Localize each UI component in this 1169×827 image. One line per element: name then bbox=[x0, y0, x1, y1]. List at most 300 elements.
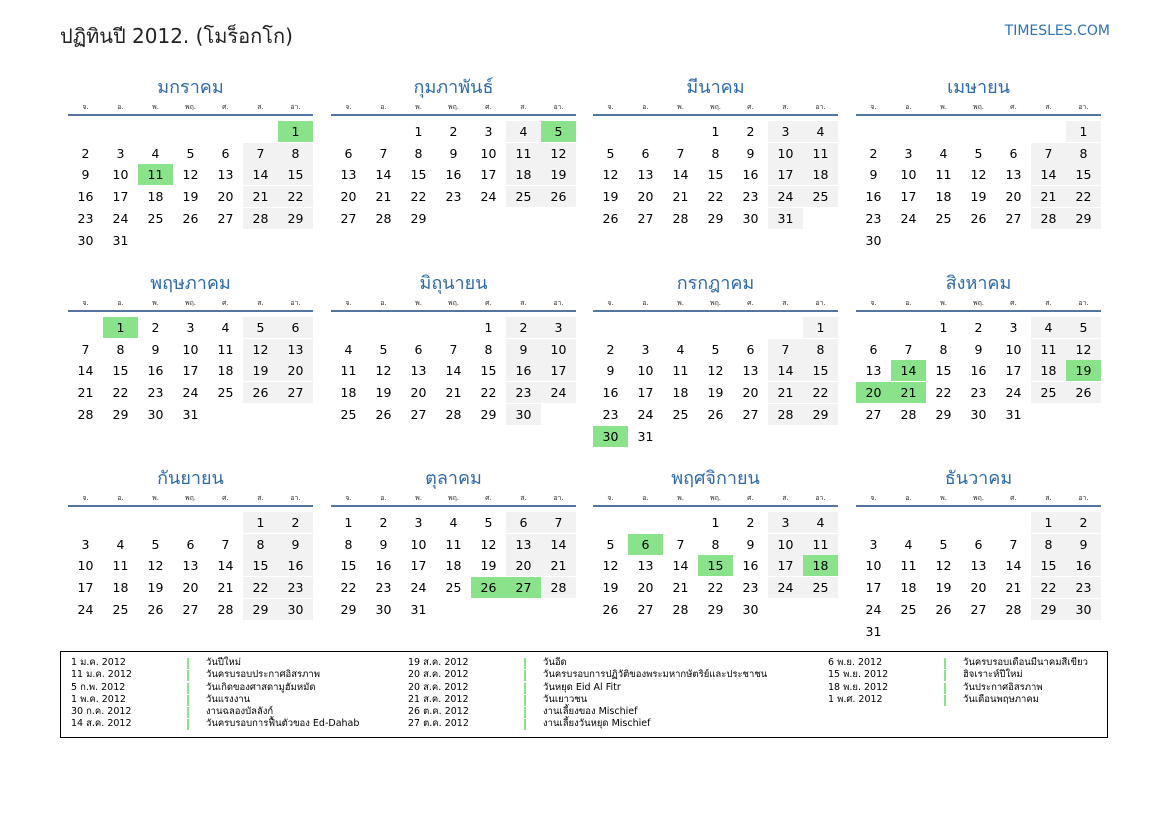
holiday-name: วันหยุด Eid Al Fitr bbox=[543, 681, 621, 693]
holiday-date: 1 พ.ค. 2012 bbox=[71, 693, 126, 705]
header-rule bbox=[331, 310, 576, 312]
holiday-name: วันเดือนพฤษภาคม bbox=[963, 693, 1039, 705]
day-cell: 31 bbox=[182, 406, 199, 422]
day-cell: 17 bbox=[865, 580, 882, 596]
day-cell: 9 bbox=[379, 536, 388, 552]
weekday-label: พ. bbox=[940, 103, 947, 111]
day-cell: 22 bbox=[1031, 577, 1066, 598]
day-cell: 16 bbox=[77, 189, 94, 205]
holiday-name: วันอีด bbox=[543, 657, 567, 668]
day-cell: 21 bbox=[1031, 186, 1066, 207]
day-cell: 18 bbox=[445, 558, 462, 574]
day-cell: 21 bbox=[445, 385, 462, 401]
day-cell: 18 bbox=[935, 189, 952, 205]
day-cell: 23 bbox=[865, 210, 882, 226]
day-cell: 13 bbox=[637, 167, 654, 183]
day-cell: 12 bbox=[541, 143, 576, 164]
day-cell: 11 bbox=[1031, 339, 1066, 360]
header-rule bbox=[856, 114, 1101, 116]
day-cell: 14 bbox=[768, 360, 803, 381]
weekday-label: ศ. bbox=[1010, 494, 1017, 502]
weekday-label: จ. bbox=[870, 494, 877, 502]
day-cell: 6 bbox=[506, 512, 541, 533]
day-cell: 12 bbox=[182, 167, 199, 183]
holiday-date: 1 พ.ศ. 2012 bbox=[828, 693, 883, 705]
day-cell: 18 bbox=[217, 363, 234, 379]
day-cell: 19 bbox=[602, 580, 619, 596]
header-rule bbox=[856, 505, 1101, 507]
month-name: สิงหาคม bbox=[945, 273, 1012, 294]
day-cell: 15 bbox=[278, 164, 313, 185]
day-cell: 13 bbox=[410, 363, 427, 379]
day-cell: 17 bbox=[1005, 363, 1022, 379]
day-cell: 9 bbox=[81, 167, 90, 183]
holiday-date: 6 พ.ย. 2012 bbox=[828, 657, 883, 668]
holiday-name: วันปีใหม่ bbox=[206, 657, 242, 668]
day-cell: 7 bbox=[676, 536, 685, 552]
weekday-label: พ. bbox=[152, 299, 159, 307]
day-cell: 12 bbox=[935, 558, 952, 574]
day-cell: 14 bbox=[672, 558, 689, 574]
day-cell: 11 bbox=[900, 558, 917, 574]
day-cell: 30 bbox=[278, 599, 313, 620]
day-cell: 23 bbox=[602, 406, 619, 422]
weekday-label: อ. bbox=[905, 103, 912, 111]
weekday-label: จ. bbox=[345, 103, 352, 111]
day-cell: 25 bbox=[445, 580, 462, 596]
day-cell: 20 bbox=[506, 555, 541, 576]
holiday-day-cell: 5 bbox=[541, 121, 576, 142]
day-cell: 27 bbox=[637, 601, 654, 617]
day-cell: 22 bbox=[112, 385, 129, 401]
day-cell: 28 bbox=[243, 208, 278, 229]
day-cell: 2 bbox=[81, 145, 90, 161]
month-name: ตุลาคม bbox=[425, 468, 482, 489]
weekday-label: พฤ. bbox=[709, 494, 722, 502]
day-cell: 11 bbox=[672, 363, 689, 379]
day-cell: 8 bbox=[414, 145, 423, 161]
day-cell: 11 bbox=[506, 143, 541, 164]
day-cell: 18 bbox=[900, 580, 917, 596]
day-cell: 3 bbox=[1009, 320, 1018, 335]
day-cell: 4 bbox=[151, 145, 160, 161]
day-cell: 2 bbox=[1066, 512, 1101, 533]
holiday-day-cell: 1 bbox=[103, 317, 138, 338]
day-cell: 28 bbox=[672, 210, 689, 226]
holiday-date: 11 ม.ค. 2012 bbox=[71, 669, 132, 681]
weekday-label: จ. bbox=[82, 299, 89, 307]
weekday-label: พฤ. bbox=[972, 299, 985, 307]
day-cell: 7 bbox=[676, 145, 685, 161]
holiday-day-cell: 6 bbox=[628, 534, 663, 555]
day-cell: 13 bbox=[970, 558, 987, 574]
day-cell: 20 bbox=[278, 360, 313, 381]
weekday-label: พฤ. bbox=[184, 494, 197, 502]
day-cell: 29 bbox=[707, 601, 724, 617]
holiday-name: วันแรงงาน bbox=[206, 693, 251, 705]
day-cell: 22 bbox=[410, 189, 427, 205]
day-cell: 24 bbox=[182, 385, 199, 401]
day-cell: 29 bbox=[410, 210, 427, 226]
day-cell: 27 bbox=[1005, 210, 1022, 226]
day-cell: 6 bbox=[869, 341, 878, 357]
day-cell: 8 bbox=[1066, 143, 1101, 164]
day-cell: 29 bbox=[707, 210, 724, 226]
month-name: กุมภาพันธ์ bbox=[413, 77, 494, 98]
weekday-label: พ. bbox=[415, 494, 422, 502]
day-cell: 19 bbox=[541, 164, 576, 185]
holiday-day-cell: 30 bbox=[593, 426, 628, 447]
day-cell: 28 bbox=[445, 406, 462, 422]
day-cell: 9 bbox=[278, 534, 313, 555]
day-cell: 16 bbox=[865, 189, 882, 205]
day-cell: 28 bbox=[672, 601, 689, 617]
day-cell: 21 bbox=[672, 189, 689, 205]
weekday-label: จ. bbox=[870, 103, 877, 111]
weekday-label: พฤ. bbox=[184, 103, 197, 111]
day-cell: 28 bbox=[375, 210, 392, 226]
day-cell: 5 bbox=[379, 341, 388, 357]
day-cell: 26 bbox=[541, 186, 576, 207]
site-link[interactable]: TIMESLES.COM bbox=[1004, 23, 1110, 39]
day-cell: 10 bbox=[768, 534, 803, 555]
day-cell: 20 bbox=[742, 385, 759, 401]
day-cell: 3 bbox=[81, 536, 90, 552]
day-cell: 14 bbox=[541, 534, 576, 555]
day-cell: 19 bbox=[147, 580, 164, 596]
day-cell: 22 bbox=[935, 385, 952, 401]
day-cell: 3 bbox=[484, 124, 493, 139]
holiday-marker bbox=[944, 658, 946, 669]
day-cell: 31 bbox=[1005, 406, 1022, 422]
day-cell: 9 bbox=[869, 167, 878, 183]
day-cell: 26 bbox=[970, 210, 987, 226]
day-cell: 8 bbox=[711, 536, 720, 552]
day-cell: 15 bbox=[410, 167, 427, 183]
day-cell: 7 bbox=[1031, 143, 1066, 164]
day-cell: 31 bbox=[637, 428, 654, 444]
weekday-label: ส. bbox=[1045, 494, 1052, 502]
weekday-label: พฤ. bbox=[709, 103, 722, 111]
day-cell: 26 bbox=[375, 406, 392, 422]
weekday-label: พ. bbox=[415, 299, 422, 307]
day-cell: 24 bbox=[865, 601, 882, 617]
day-cell: 10 bbox=[480, 145, 497, 161]
day-cell: 4 bbox=[344, 341, 353, 357]
holiday-date: 14 ส.ค. 2012 bbox=[71, 718, 132, 730]
day-cell: 27 bbox=[742, 406, 759, 422]
day-cell: 1 bbox=[1031, 512, 1066, 533]
day-cell: 12 bbox=[375, 363, 392, 379]
weekday-label: อา. bbox=[290, 494, 301, 502]
holiday-day-cell: 11 bbox=[138, 164, 173, 185]
weekday-label: ศ. bbox=[747, 103, 754, 111]
day-cell: 21 bbox=[77, 385, 94, 401]
day-cell: 21 bbox=[243, 186, 278, 207]
month-name: ธันวาคม bbox=[944, 468, 1013, 489]
day-cell: 14 bbox=[672, 167, 689, 183]
day-cell: 18 bbox=[803, 164, 838, 185]
page-title: ปฏิทินปี 2012. (โมร็อกโก) bbox=[60, 24, 293, 48]
holiday-name: งานเลี้ยงวันหยุด Mischief bbox=[543, 718, 651, 730]
day-cell: 5 bbox=[186, 145, 195, 161]
day-cell: 10 bbox=[900, 167, 917, 183]
day-cell: 28 bbox=[541, 577, 576, 598]
weekday-label: อา. bbox=[553, 299, 564, 307]
header-rule bbox=[68, 310, 313, 312]
day-cell: 13 bbox=[182, 558, 199, 574]
day-cell: 27 bbox=[410, 406, 427, 422]
day-cell: 8 bbox=[484, 341, 493, 357]
day-cell: 19 bbox=[480, 558, 497, 574]
holiday-day-cell: 15 bbox=[698, 555, 733, 576]
day-cell: 28 bbox=[768, 404, 803, 425]
holiday-marker bbox=[524, 670, 526, 681]
weekday-label: ศ. bbox=[222, 103, 229, 111]
day-cell: 23 bbox=[147, 385, 164, 401]
day-cell: 8 bbox=[711, 145, 720, 161]
holiday-name: วันครบรอบการปฏิวัติของพระมหากษัตริย์และประชาชน bbox=[543, 669, 768, 681]
holiday-date: 19 ส.ค. 2012 bbox=[408, 657, 469, 668]
day-cell: 24 bbox=[768, 577, 803, 598]
day-cell: 4 bbox=[803, 512, 838, 533]
day-cell: 29 bbox=[340, 601, 357, 617]
day-cell: 29 bbox=[803, 404, 838, 425]
day-cell: 14 bbox=[1031, 164, 1066, 185]
day-cell: 23 bbox=[970, 385, 987, 401]
day-cell: 11 bbox=[935, 167, 952, 183]
day-cell: 1 bbox=[414, 124, 423, 139]
day-cell: 9 bbox=[974, 341, 983, 357]
day-cell: 24 bbox=[1005, 385, 1022, 401]
weekday-label: ส. bbox=[1045, 299, 1052, 307]
weekday-label: ส. bbox=[520, 299, 527, 307]
day-cell: 4 bbox=[1031, 317, 1066, 338]
holiday-marker bbox=[944, 683, 946, 694]
weekday-label: อา. bbox=[553, 103, 564, 111]
weekday-label: พฤ. bbox=[447, 103, 460, 111]
day-cell: 20 bbox=[637, 580, 654, 596]
holiday-date: 20 ส.ค. 2012 bbox=[408, 669, 469, 681]
header-rule bbox=[331, 114, 576, 116]
weekday-label: จ. bbox=[82, 103, 89, 111]
day-cell: 5 bbox=[243, 317, 278, 338]
day-cell: 9 bbox=[606, 363, 615, 379]
day-cell: 23 bbox=[278, 577, 313, 598]
day-cell: 13 bbox=[742, 363, 759, 379]
holiday-marker bbox=[524, 683, 526, 694]
day-cell: 4 bbox=[221, 320, 230, 335]
day-cell: 2 bbox=[506, 317, 541, 338]
day-cell: 5 bbox=[151, 536, 160, 552]
weekday-label: พฤ. bbox=[447, 299, 460, 307]
day-cell: 2 bbox=[746, 515, 755, 530]
holiday-day-cell: 21 bbox=[891, 382, 926, 403]
day-cell: 10 bbox=[182, 341, 199, 357]
day-cell: 1 bbox=[484, 320, 493, 335]
day-cell: 11 bbox=[803, 534, 838, 555]
day-cell: 4 bbox=[506, 121, 541, 142]
day-cell: 18 bbox=[1031, 360, 1066, 381]
day-cell: 9 bbox=[1066, 534, 1101, 555]
day-cell: 6 bbox=[278, 317, 313, 338]
day-cell: 2 bbox=[278, 512, 313, 533]
weekday-label: ศ. bbox=[485, 299, 492, 307]
day-cell: 23 bbox=[77, 210, 94, 226]
day-cell: 29 bbox=[112, 406, 129, 422]
day-cell: 6 bbox=[974, 536, 983, 552]
day-cell: 28 bbox=[1031, 208, 1066, 229]
day-cell: 16 bbox=[445, 167, 462, 183]
day-cell: 3 bbox=[186, 320, 195, 335]
day-cell: 12 bbox=[480, 536, 497, 552]
weekday-label: จ. bbox=[82, 494, 89, 502]
day-cell: 3 bbox=[414, 515, 423, 530]
weekday-label: จ. bbox=[345, 299, 352, 307]
day-cell: 21 bbox=[217, 580, 234, 596]
day-cell: 7 bbox=[449, 341, 458, 357]
day-cell: 10 bbox=[541, 339, 576, 360]
day-cell: 22 bbox=[480, 385, 497, 401]
day-cell: 28 bbox=[77, 406, 94, 422]
holiday-day-cell: 18 bbox=[803, 555, 838, 576]
holiday-marker bbox=[187, 683, 189, 694]
holiday-marker bbox=[187, 719, 189, 730]
day-cell: 12 bbox=[707, 363, 724, 379]
day-cell: 6 bbox=[1009, 145, 1018, 161]
day-cell: 7 bbox=[1009, 536, 1018, 552]
weekday-label: อ. bbox=[380, 299, 387, 307]
day-cell: 30 bbox=[147, 406, 164, 422]
day-cell: 7 bbox=[221, 536, 230, 552]
day-cell: 5 bbox=[484, 515, 493, 530]
day-cell: 17 bbox=[541, 360, 576, 381]
day-cell: 26 bbox=[707, 406, 724, 422]
day-cell: 29 bbox=[278, 208, 313, 229]
day-cell: 22 bbox=[243, 577, 278, 598]
day-cell: 9 bbox=[151, 341, 160, 357]
weekday-label: พฤ. bbox=[972, 494, 985, 502]
day-cell: 5 bbox=[1066, 317, 1101, 338]
day-cell: 24 bbox=[541, 382, 576, 403]
day-cell: 6 bbox=[641, 145, 650, 161]
weekday-label: พฤ. bbox=[709, 299, 722, 307]
day-cell: 25 bbox=[340, 406, 357, 422]
month-name: กรกฎาคม bbox=[676, 273, 755, 294]
weekday-label: ส. bbox=[520, 494, 527, 502]
day-cell: 15 bbox=[480, 363, 497, 379]
day-cell: 29 bbox=[1066, 208, 1101, 229]
header-rule bbox=[593, 310, 838, 312]
day-cell: 17 bbox=[182, 363, 199, 379]
month-name: พฤษภาคม bbox=[150, 273, 231, 294]
holiday-marker bbox=[187, 670, 189, 681]
day-cell: 6 bbox=[186, 536, 195, 552]
day-cell: 23 bbox=[1066, 577, 1101, 598]
day-cell: 2 bbox=[746, 124, 755, 139]
day-cell: 4 bbox=[116, 536, 125, 552]
holiday-marker bbox=[187, 707, 189, 718]
weekday-label: จ. bbox=[607, 103, 614, 111]
day-cell: 2 bbox=[151, 320, 160, 335]
day-cell: 5 bbox=[711, 341, 720, 357]
day-cell: 14 bbox=[1005, 558, 1022, 574]
weekday-label: ศ. bbox=[222, 494, 229, 502]
day-cell: 4 bbox=[939, 145, 948, 161]
weekday-label: จ. bbox=[870, 299, 877, 307]
day-cell: 18 bbox=[672, 385, 689, 401]
day-cell: 7 bbox=[904, 341, 913, 357]
day-cell: 22 bbox=[707, 189, 724, 205]
day-cell: 22 bbox=[340, 580, 357, 596]
day-cell: 1 bbox=[711, 515, 720, 530]
day-cell: 17 bbox=[637, 385, 654, 401]
weekday-label: อ. bbox=[380, 494, 387, 502]
day-cell: 25 bbox=[803, 186, 838, 207]
holiday-name: วันครบรอบการฟื้นตัวของ Ed-Dahab bbox=[206, 718, 360, 730]
day-cell: 19 bbox=[935, 580, 952, 596]
weekday-label: พ. bbox=[152, 494, 159, 502]
month-name: มกราคม bbox=[157, 77, 224, 98]
day-cell: 6 bbox=[221, 145, 230, 161]
day-cell: 12 bbox=[1066, 339, 1101, 360]
day-cell: 3 bbox=[641, 341, 650, 357]
day-cell: 15 bbox=[1066, 164, 1101, 185]
day-cell: 30 bbox=[970, 406, 987, 422]
holiday-day-cell: 1 bbox=[278, 121, 313, 142]
day-cell: 18 bbox=[112, 580, 129, 596]
weekday-label: ส. bbox=[782, 494, 789, 502]
weekday-label: ศ. bbox=[485, 103, 492, 111]
day-cell: 10 bbox=[410, 536, 427, 552]
day-cell: 30 bbox=[742, 601, 759, 617]
day-cell: 30 bbox=[506, 404, 541, 425]
day-cell: 8 bbox=[803, 339, 838, 360]
header-rule bbox=[331, 505, 576, 507]
weekday-label: พ. bbox=[677, 299, 684, 307]
day-cell: 21 bbox=[768, 382, 803, 403]
day-cell: 20 bbox=[1005, 189, 1022, 205]
month-name: มิถุนายน bbox=[419, 273, 488, 294]
day-cell: 11 bbox=[340, 363, 357, 379]
weekday-label: ศ. bbox=[747, 494, 754, 502]
day-cell: 12 bbox=[243, 339, 278, 360]
weekday-label: ศ. bbox=[1010, 103, 1017, 111]
weekday-label: อ. bbox=[117, 299, 124, 307]
day-cell: 9 bbox=[506, 339, 541, 360]
day-cell: 11 bbox=[803, 143, 838, 164]
day-cell: 2 bbox=[869, 145, 878, 161]
day-cell: 24 bbox=[77, 601, 94, 617]
day-cell: 23 bbox=[506, 382, 541, 403]
holiday-marker bbox=[524, 658, 526, 669]
weekday-label: พฤ. bbox=[184, 299, 197, 307]
weekday-label: อา. bbox=[815, 299, 826, 307]
day-cell: 31 bbox=[112, 232, 129, 248]
day-cell: 5 bbox=[606, 145, 615, 161]
day-cell: 25 bbox=[506, 186, 541, 207]
day-cell: 31 bbox=[865, 623, 882, 639]
day-cell: 15 bbox=[707, 167, 724, 183]
day-cell: 10 bbox=[768, 143, 803, 164]
day-cell: 30 bbox=[865, 232, 882, 248]
day-cell: 29 bbox=[935, 406, 952, 422]
header-rule bbox=[856, 310, 1101, 312]
day-cell: 26 bbox=[602, 601, 619, 617]
weekday-label: อา. bbox=[553, 494, 564, 502]
day-cell: 22 bbox=[278, 186, 313, 207]
day-cell: 13 bbox=[217, 167, 234, 183]
